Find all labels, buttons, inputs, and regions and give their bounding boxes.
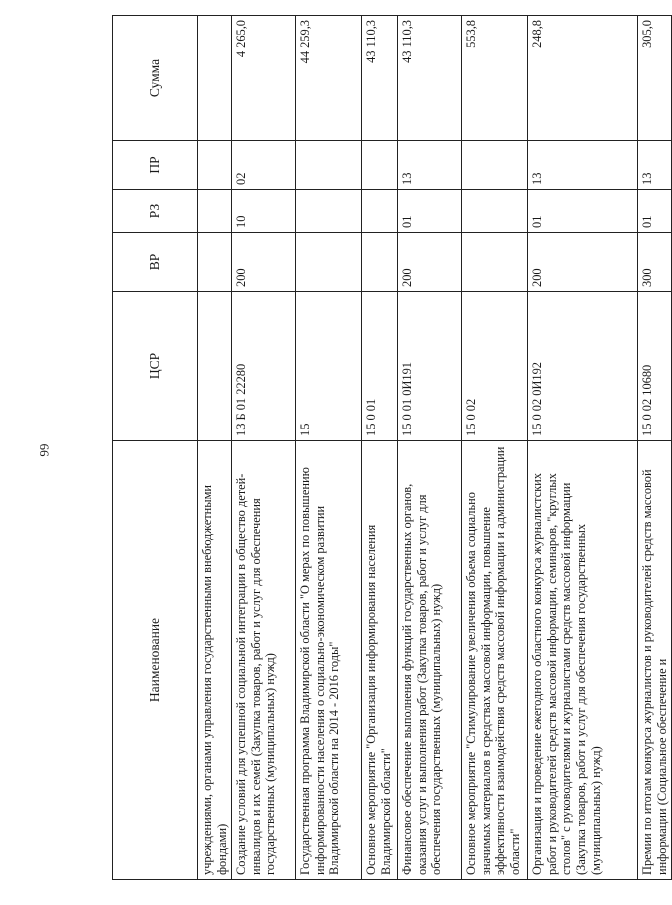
row-sum: 553,8 — [462, 16, 528, 141]
table-row — [232, 16, 296, 880]
table-row — [638, 16, 672, 880]
row-rz: 10 — [232, 190, 296, 233]
row-pr — [462, 141, 528, 190]
row-name: Финансовое обеспечение выполнения функций государственных органов, оказания услуг и выполнения работ (Закупка товаров, работ и услуг для обеспечения государственных (муниципальных) нужд) — [398, 441, 462, 880]
row-pr: 02 — [232, 141, 296, 190]
row-name: Организация и проведение ежегодного областного конкурса журналистских работ и руководителей средств массовой информации, семинаров, "круглых столов" с руководителями и журналистами средств массовой информации (Закупка товаров, работ и услуг для обеспечения государственных (муниципальных) нужд) — [528, 441, 638, 880]
row-csr: 15 0 02 — [462, 292, 528, 441]
row-rz — [296, 190, 362, 233]
row-vr — [362, 233, 398, 292]
row-csr: 13 Б 01 22280 — [232, 292, 296, 441]
row-csr: 15 0 02 10680 — [638, 292, 672, 441]
header-rz: РЗ — [113, 190, 198, 233]
row-vr: 200 — [398, 233, 462, 292]
table-row — [362, 16, 398, 880]
budget-table — [112, 15, 672, 880]
row-name: Основное мероприятие "Стимулирование увеличения объема социально значимых материалов в средствах массовой информации, повышение эффективности взаимодействия средств массовой информации и администрации области" — [462, 441, 528, 880]
row-sum: 4 265,0 — [232, 16, 296, 141]
row-pr — [198, 141, 232, 190]
table-header-row — [113, 16, 198, 880]
page-number: 66 — [37, 443, 52, 457]
row-name: Основное мероприятие "Организация информирования населения Владимирской области" — [362, 441, 398, 880]
row-rz — [462, 190, 528, 233]
header-pr: ПР — [113, 141, 198, 190]
row-pr — [362, 141, 398, 190]
row-sum: 44 259,3 — [296, 16, 362, 141]
row-sum: 43 110,3 — [362, 16, 398, 141]
row-csr: 15 0 02 0И192 — [528, 292, 638, 441]
row-vr — [462, 233, 528, 292]
row-sum: 305,0 — [638, 16, 672, 141]
rotated-page — [112, 20, 669, 880]
row-vr: 300 — [638, 233, 672, 292]
row-sum: 248,8 — [528, 16, 638, 141]
header-vr: ВР — [113, 233, 198, 292]
table-row — [462, 16, 528, 880]
row-csr — [198, 292, 232, 441]
row-rz: 01 — [638, 190, 672, 233]
row-name: учреждениями, органами управления государственными внебюджетными фондами) — [198, 441, 232, 880]
row-vr — [198, 233, 232, 292]
row-pr: 13 — [398, 141, 462, 190]
row-sum: 43 110,3 — [398, 16, 462, 141]
row-pr: 13 — [528, 141, 638, 190]
header-name: Наименование — [113, 441, 198, 880]
row-vr: 200 — [528, 233, 638, 292]
table-row — [528, 16, 638, 880]
row-name: Премии по итогам конкурса журналистов и руководителей средств массовой информации (Социальное обеспечение и — [638, 441, 672, 880]
row-rz — [362, 190, 398, 233]
row-rz: 01 — [398, 190, 462, 233]
row-csr: 15 0 01 — [362, 292, 398, 441]
header-sum: Сумма — [113, 16, 198, 141]
row-rz: 01 — [528, 190, 638, 233]
row-rz — [198, 190, 232, 233]
row-csr: 15 0 01 0И191 — [398, 292, 462, 441]
header-csr: ЦСР — [113, 292, 198, 441]
row-vr — [296, 233, 362, 292]
row-sum — [198, 16, 232, 141]
row-name: Государственная программа Владимирской области "О мерах по повышению информированности населения о социально-экономическом развитии Владимирской области на 2014 - 2016 годы" — [296, 441, 362, 880]
row-pr — [296, 141, 362, 190]
row-pr: 13 — [638, 141, 672, 190]
row-csr: 15 — [296, 292, 362, 441]
table-row — [398, 16, 462, 880]
table-row — [198, 16, 232, 880]
table-row — [296, 16, 362, 880]
row-name: Создание условий для успешной социальной интеграции в общество детей-инвалидов и их семей (Закупка товаров, работ и услуг для обеспечения государственных (муниципальных) нужд) — [232, 441, 296, 880]
row-vr: 200 — [232, 233, 296, 292]
